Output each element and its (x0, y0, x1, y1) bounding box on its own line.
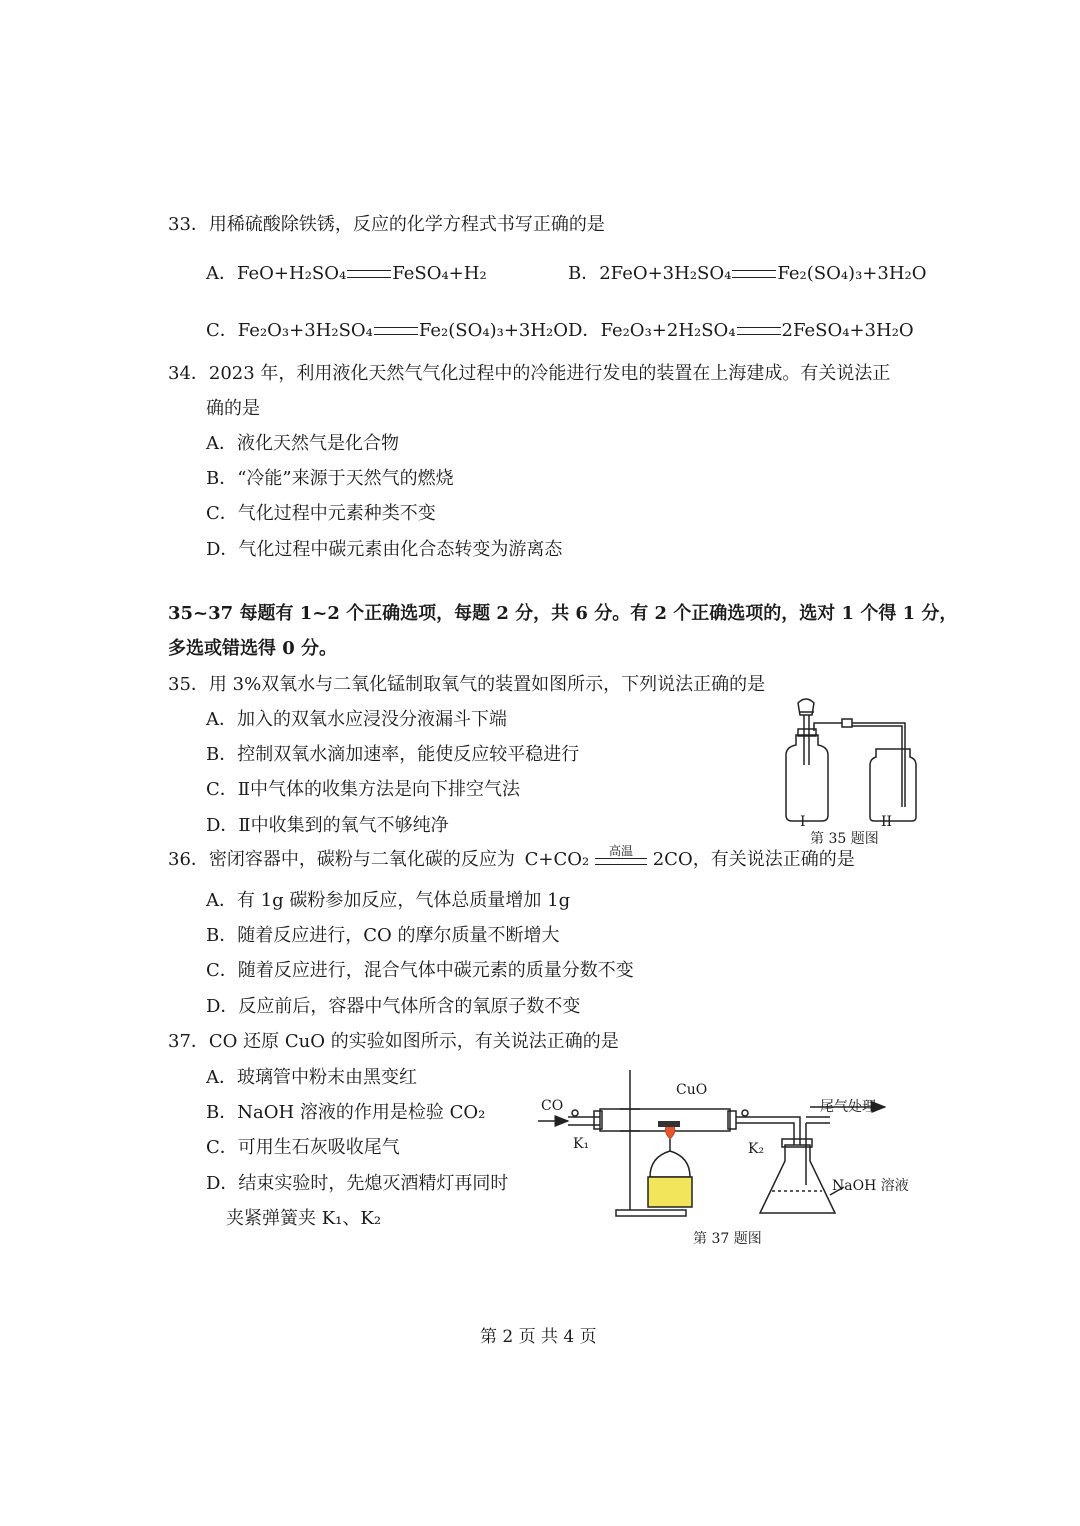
equals-sign (347, 270, 391, 278)
equals-sign (732, 270, 776, 278)
q36-condition (595, 844, 647, 865)
equals-sign (595, 858, 647, 865)
q35-option-a: A．加入的双氧水应浸没分液漏斗下端 (206, 709, 507, 730)
q33-c-label: C． (206, 320, 238, 341)
q33-stem: 33．用稀硫酸除铁锈，反应的化学方程式书写正确的是 (168, 214, 605, 235)
q35-option-c: C．Ⅱ中气体的收集方法是向下排空气法 (206, 779, 521, 800)
section-instruction-line1: 35~37 每题有 1~2 个正确选项，每题 2 分，共 6 分。有 2 个正确选项的，选对 1 个得 1 分， (168, 603, 958, 624)
q37-option-d-line1: D．结束实验时，先熄灭酒精灯再同时 (206, 1173, 509, 1194)
q36-eq-rhs: 2CO (652, 849, 693, 870)
q36-option-d: D．反应前后，容器中气体所含的氧原子数不变 (206, 996, 581, 1017)
q36-condition-text: 高温 (608, 843, 633, 858)
q35-option-b: B．控制双氧水滴加速率，能使反应较平稳进行 (206, 744, 580, 765)
q36-stem-post: ，有关说法正确的是 (692, 849, 855, 870)
q37-option-b: B．NaOH 溶液的作用是检验 CO₂ (206, 1102, 486, 1123)
q37-fig-tail-gas-label: 尾气处理 (820, 1099, 876, 1115)
q33-c-lhs: Fe₂O₃+3H₂SO₄ (237, 320, 373, 341)
q36-stem-pre: 36．密闭容器中，碳粉与二氧化碳的反应为 (168, 849, 515, 870)
q37-fig-cuo-label: CuO (676, 1082, 708, 1098)
q36-option-b: B．随着反应进行，CO 的摩尔质量不断增大 (206, 925, 560, 946)
q35-stem: 35．用 3%双氧水与二氧化锰制取氧气的装置如图所示，下列说法正确的是 (168, 674, 766, 695)
q33-b-lhs: 2FeO+3H₂SO₄ (599, 263, 732, 284)
q33-c-rhs: Fe₂(SO₄)₃+3H₂O (418, 320, 569, 341)
q33-option-a (206, 262, 487, 286)
q33-d-rhs: 2FeSO₄+3H₂O (781, 320, 914, 341)
q37-apparatus-figure (530, 1065, 930, 1225)
q36-eq-lhs: C+CO₂ (524, 849, 590, 870)
q34-option-b: B．“冷能”来源于天然气的燃烧 (206, 468, 454, 489)
q37-fig-naoh-label: NaOH 溶液 (832, 1178, 909, 1194)
q33-option-d (568, 319, 914, 343)
q37-fig-co-label: CO (541, 1098, 564, 1114)
q35-fig-label-i: I (800, 814, 806, 830)
equals-sign (737, 327, 781, 335)
q33-d-label: D． (568, 320, 601, 341)
q33-a-label: A． (206, 263, 237, 284)
q37-stem: 37．CO 还原 CuO 的实验如图所示，有关说法正确的是 (168, 1031, 619, 1052)
q35-option-d: D．Ⅱ中收集到的氧气不够纯净 (206, 815, 449, 836)
q35-apparatus-figure (770, 695, 930, 830)
section-instruction-line2: 多选或错选得 0 分。 (168, 638, 338, 659)
equals-sign (374, 327, 418, 335)
q33-b-label: B． (568, 263, 600, 284)
q37-option-d-line2: 夹紧弹簧夹 K₁、K₂ (226, 1208, 382, 1229)
q37-figure-caption: 第 37 题图 (693, 1231, 762, 1247)
q33-option-b (568, 262, 927, 286)
q36-stem (168, 843, 855, 872)
page-footer: 第 2 页 共 4 页 (480, 1327, 597, 1347)
q33-b-rhs: Fe₂(SO₄)₃+3H₂O (777, 263, 927, 284)
q35-figure-caption: 第 35 题图 (810, 831, 879, 847)
q34-option-a: A．液化天然气是化合物 (206, 433, 399, 454)
q34-option-c: C．气化过程中元素种类不变 (206, 503, 436, 524)
q34-stem-line1: 34．2023 年，利用液化天然气气化过程中的冷能进行发电的装置在上海建成。有关说法正 (168, 363, 891, 384)
q37-fig-k2-label: K₂ (748, 1141, 765, 1157)
q34-option-d: D．气化过程中碳元素由化合态转变为游离态 (206, 539, 563, 560)
q33-option-c (206, 319, 568, 343)
q35-fig-label-ii: II (881, 814, 893, 830)
q36-option-a: A．有 1g 碳粉参加反应，气体总质量增加 1g (206, 890, 571, 911)
q37-option-c: C．可用生石灰吸收尾气 (206, 1137, 400, 1158)
q33-d-lhs: Fe₂O₃+2H₂SO₄ (600, 320, 736, 341)
q33-a-rhs: FeSO₄+H₂ (392, 263, 487, 284)
q33-a-lhs: FeO+H₂SO₄ (237, 263, 347, 284)
q34-stem-line2: 确的是 (206, 398, 260, 419)
q37-option-a: A．玻璃管中粉末由黑变红 (206, 1067, 417, 1088)
q36-option-c: C．随着反应进行，混合气体中碳元素的质量分数不变 (206, 960, 634, 981)
q37-fig-k1-label: K₁ (573, 1136, 590, 1152)
